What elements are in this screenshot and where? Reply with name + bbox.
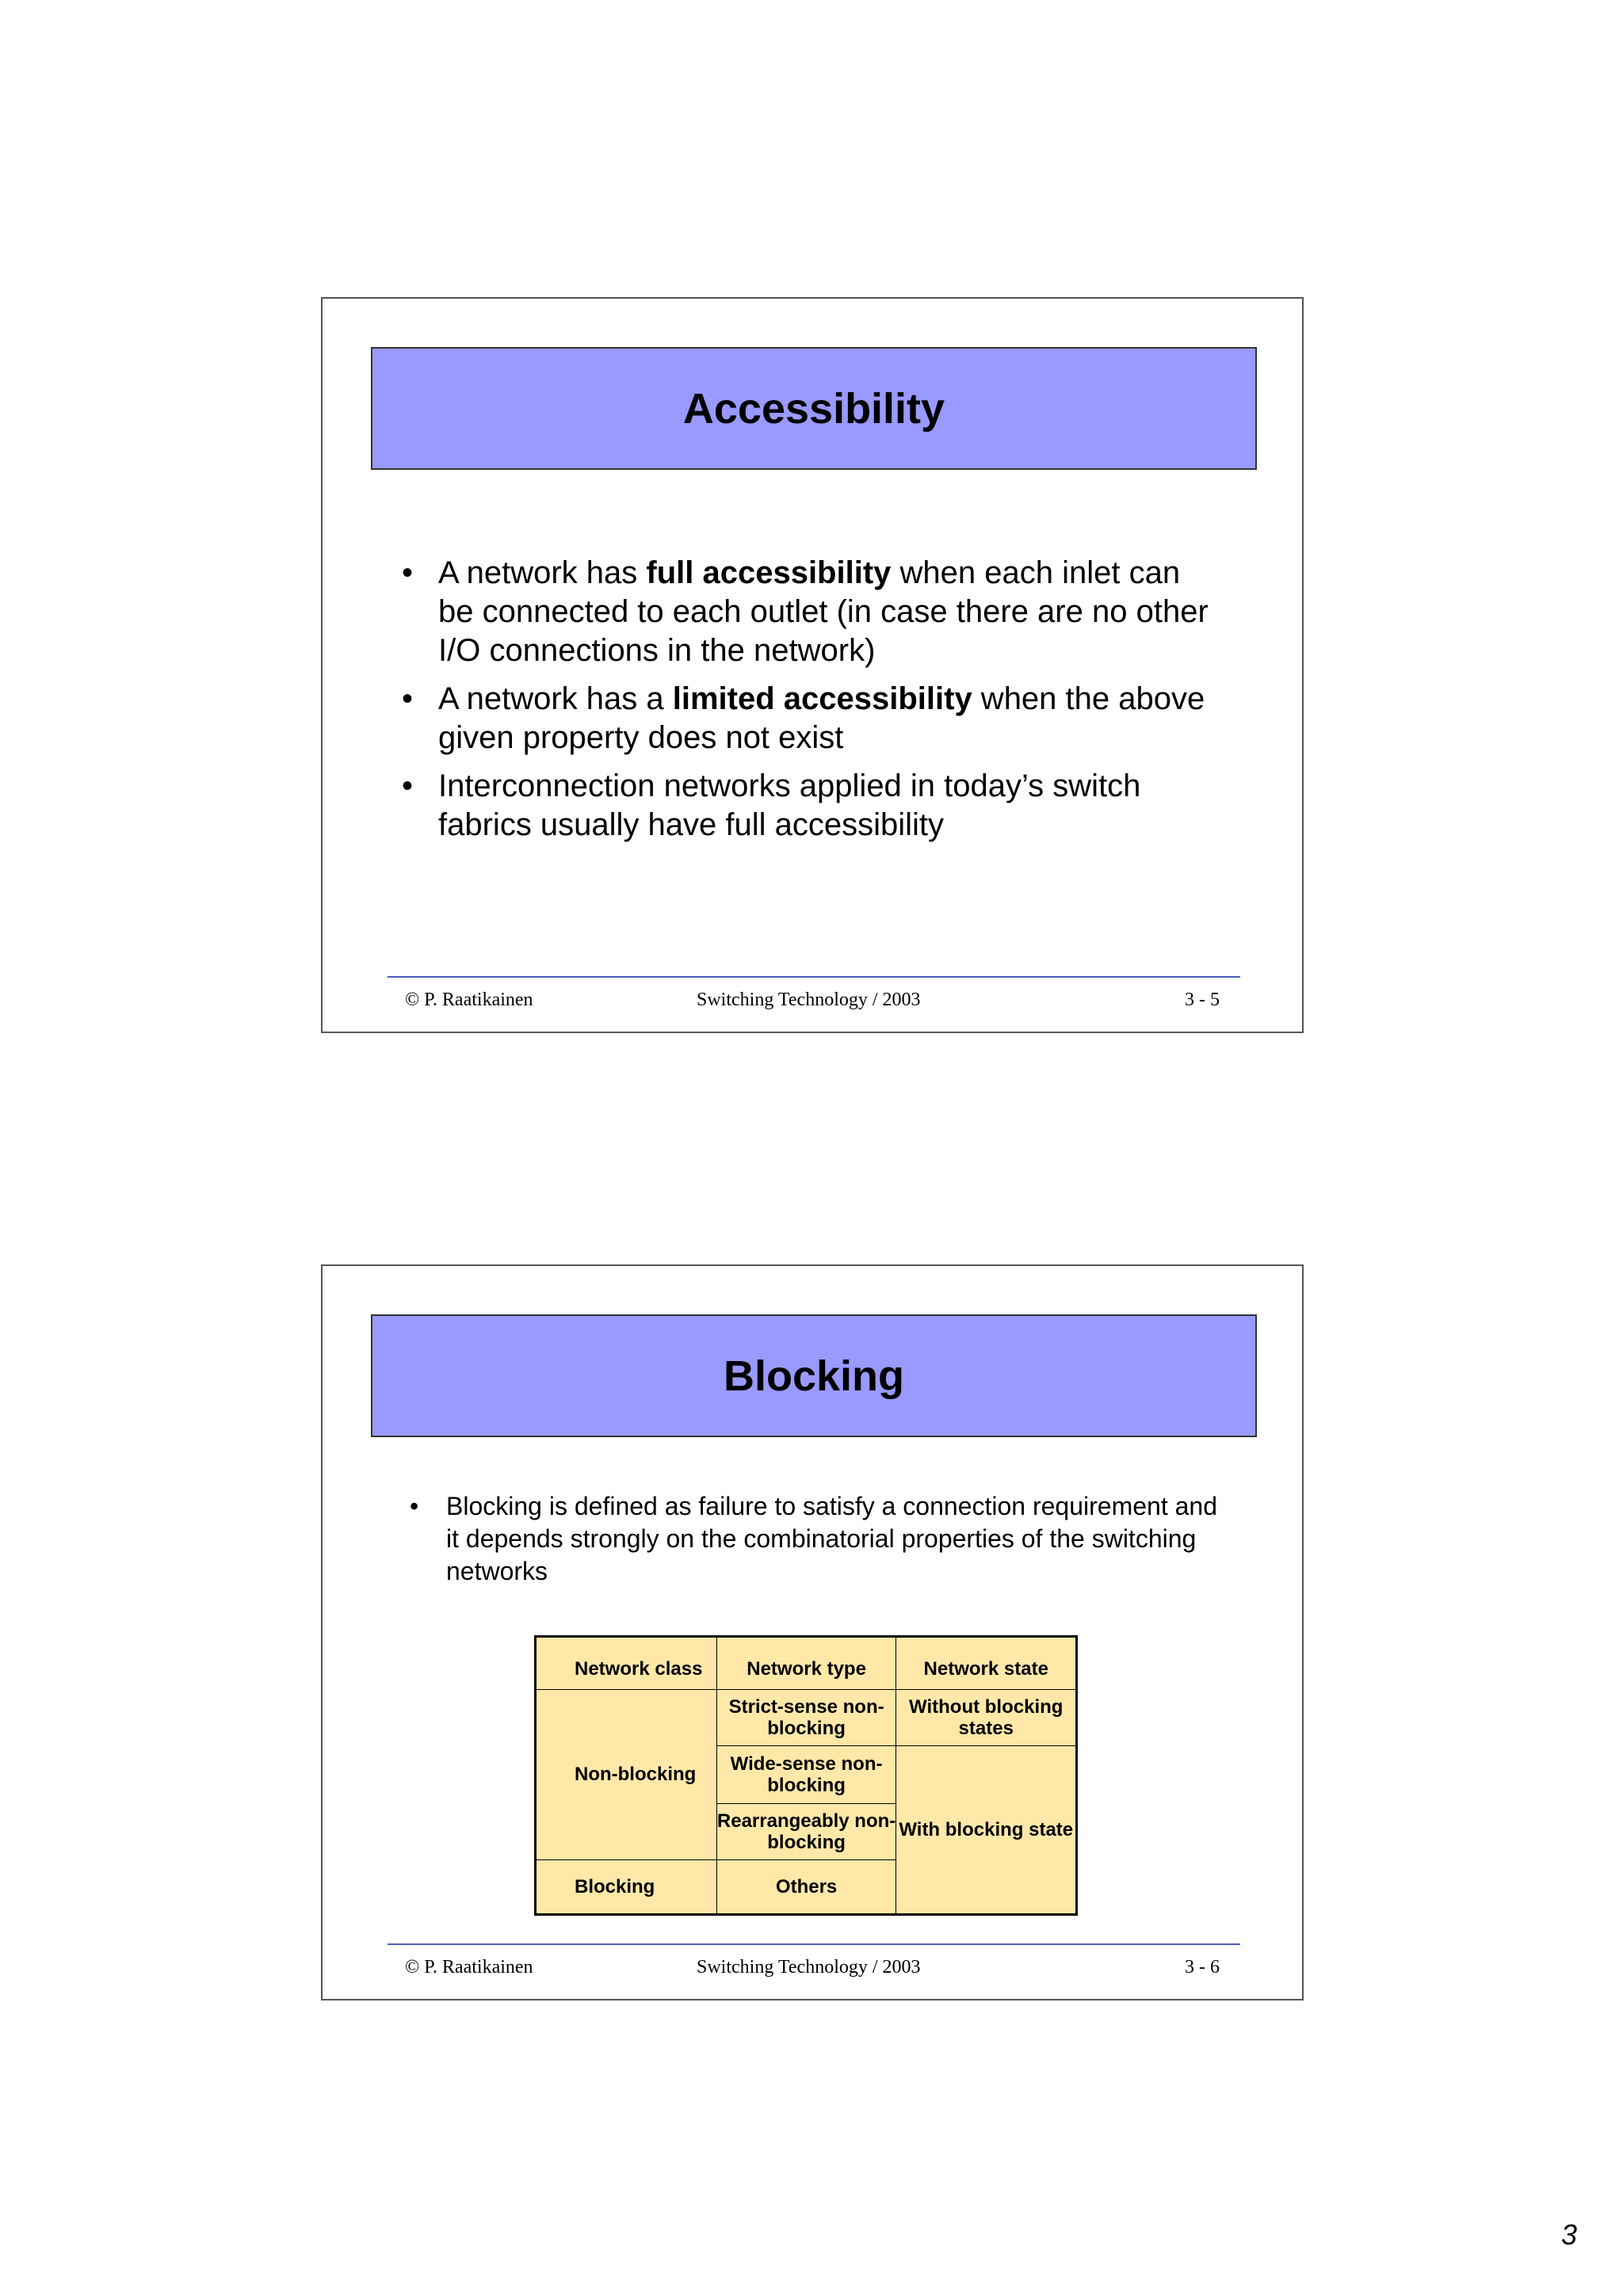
bullet-text-part: when the above given property does not exist (438, 681, 1205, 755)
page-number: 3 (1561, 2218, 1578, 2251)
bullet-text (438, 555, 1209, 668)
bullet-dot: • (402, 769, 414, 803)
bullet-text (438, 681, 1205, 755)
slide-title-box (371, 1314, 1257, 1437)
table-header-cell: Network type (716, 1637, 896, 1690)
bullet-emphasis: limited accessibility (672, 681, 972, 716)
bullet-list (410, 1490, 1226, 1588)
bullet-list (402, 554, 1210, 854)
slide-title: Accessibility (682, 384, 945, 433)
slide-blocking (321, 1264, 1304, 2000)
table-header-cell: Network state (896, 1637, 1077, 1690)
table-header-row (536, 1637, 1077, 1690)
footer-slide-number: 3 - 6 (1185, 1957, 1220, 1978)
class-nonblocking-cell: Non-blocking (536, 1689, 717, 1859)
type-rearrangeably-cell: Rearrangeably non-blocking (716, 1804, 896, 1860)
table-row (536, 1689, 1077, 1745)
footer-course: Switching Technology / 2003 (697, 990, 921, 1010)
type-others-cell: Others (716, 1860, 896, 1915)
footer-slide-number: 3 - 5 (1185, 990, 1220, 1010)
state-with-cell: With blocking state (896, 1745, 1077, 1914)
type-wide-cell: Wide-sense non-blocking (716, 1745, 896, 1804)
state-without-cell: Without blocking states (896, 1689, 1077, 1745)
footer-author: © P. Raatikainen (405, 1957, 533, 1978)
bullet-text-part: A network has (438, 555, 647, 590)
bullet-text-part: A network has a (438, 681, 673, 716)
bullet-dot: • (402, 555, 414, 590)
slide-accessibility (321, 297, 1304, 1033)
footer-author: © P. Raatikainen (405, 990, 533, 1010)
bullet-dot: • (402, 681, 414, 716)
bullet-item (402, 767, 1210, 845)
bullet-dot: • (410, 1492, 419, 1520)
footer-rule (388, 976, 1240, 978)
type-strict-cell: Strict-sense non-blocking (716, 1689, 896, 1745)
slide-title-box (371, 347, 1257, 470)
class-blocking-cell: Blocking (536, 1860, 717, 1915)
network-classification-table (534, 1635, 1078, 1916)
footer-rule (388, 1943, 1240, 1945)
footer-course: Switching Technology / 2003 (697, 1957, 921, 1978)
bullet-item (402, 680, 1210, 757)
bullet-text-part: when each inlet can be connected to each outlet (in case there are no other I/O connections in the network) (438, 555, 1209, 668)
table-header-cell: Network class (536, 1637, 717, 1690)
bullet-item (410, 1490, 1226, 1588)
bullet-item (402, 554, 1210, 670)
bullet-text: Blocking is defined as failure to satisfy a connection requirement and it depends strongly on the combinatorial properties of the switching networks (446, 1492, 1217, 1585)
bullet-text: Interconnection networks applied in today’s switch fabrics usually have full accessibility (438, 769, 1141, 842)
bullet-emphasis: full accessibility (646, 555, 892, 590)
slide-title: Blocking (723, 1352, 905, 1400)
